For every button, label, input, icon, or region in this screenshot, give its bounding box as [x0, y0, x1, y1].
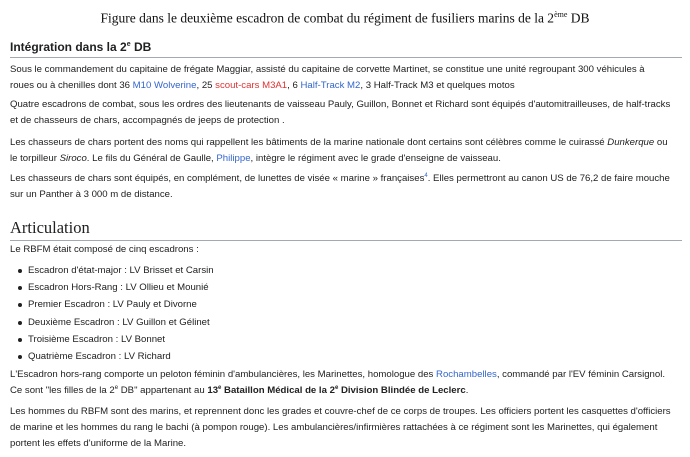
- figure-caption: Figure dans le deuxième escadron de combat du régiment de fusiliers marins de la 2ème DB: [100, 10, 590, 26]
- list-item: Premier Escadron : LV Pauly et Divorne: [18, 296, 214, 313]
- list-item: Escadron d'état-major : LV Brisset et Carsin: [18, 262, 214, 279]
- section-heading-articulation: Articulation: [10, 218, 682, 241]
- link-half-track-m2[interactable]: Half-Track M2: [300, 80, 361, 91]
- paragraph-composition: Le RBFM était composé de cinq escadrons :: [10, 244, 199, 255]
- paragraph-lunettes: Les chasseurs de chars sont équipés, en complément, de lunettes de visée « marine » françaises$^4$. Elles permettront au canon US de 76,2 de faire mouche sur un Panther à 3 000 m de distance.: [10, 172, 670, 200]
- link-m10-wolverine[interactable]: M10 Wolverine: [132, 80, 197, 91]
- list-item: Deuxième Escadron : LV Guillon et Gélinet: [18, 314, 214, 331]
- list-item: Escadron Hors-Rang : LV Ollieu et Mounié: [18, 279, 214, 296]
- list-item: Quatrième Escadron : LV Richard: [18, 348, 214, 365]
- link-philippe[interactable]: Philippe: [216, 153, 251, 164]
- paragraph-marinettes: L'Escadron hors-rang comporte un peloton féminin d'ambulancières, les Marinettes, homologue des Rochambelles, commandé par l'EV féminin Carsignol. Ce sont "les filles de la 2e DB" appartenant au 13e Bataillon Médical de la 2e Division Blindée de Leclerc.: [10, 369, 666, 396]
- section-heading-integration: Intégration dans la 2e DB: [10, 40, 682, 58]
- link-rochambelles[interactable]: Rochambelles: [436, 369, 497, 380]
- link-scout-cars[interactable]: scout-cars M3A1: [215, 80, 288, 91]
- paragraph-escadrons: Quatre escadrons de combat, sous les ordres des lieutenants de vaisseau Pauly, Guillon, Bonnet et Richard sont équipés d'automitrailleuses, de half-tracks et de chasseurs de chars, accompagnés de jeeps de protection .: [10, 99, 671, 126]
- escadron-list: [18, 262, 214, 365]
- paragraph-commandement: Sous le commandement du capitaine de frégate Maggiar, assisté du capitaine de corvette Martinet, se constitue une unité regroupant 300 véhicules à roues ou à chenilles dont 36 M10 Wolverine, 25 scout-cars M3A1, 6 Half-Track M2, 3 Half-Track M3 et quelques motos: [10, 64, 645, 91]
- paragraph-uniformes: Les hommes du RBFM sont des marins, et reprennent donc les grades et couvre-chef de ce corps de troupes. Les officiers portent les casquettes d'officiers de marine et les hommes du rang le bachi (à pompon rouge). Les ambulancières/infirmières rattachées à ce régiment sont les Marinettes, qui également portent les effets d'uniforme de la Marine.: [10, 406, 671, 449]
- reference-4[interactable]: 4: [424, 172, 428, 179]
- paragraph-chasseurs: Les chasseurs de chars portent des noms qui rappellent les bâtiments de la marine nationale dont certains sont célèbres comme le cuirassé Dunkerque ou le torpilleur Siroco. Le fils du Général de Gaulle, Philippe, intègre le régiment avec le grade d'enseigne de vaisseau.: [10, 137, 668, 164]
- list-item: Troisième Escadron : LV Bonnet: [18, 331, 214, 348]
